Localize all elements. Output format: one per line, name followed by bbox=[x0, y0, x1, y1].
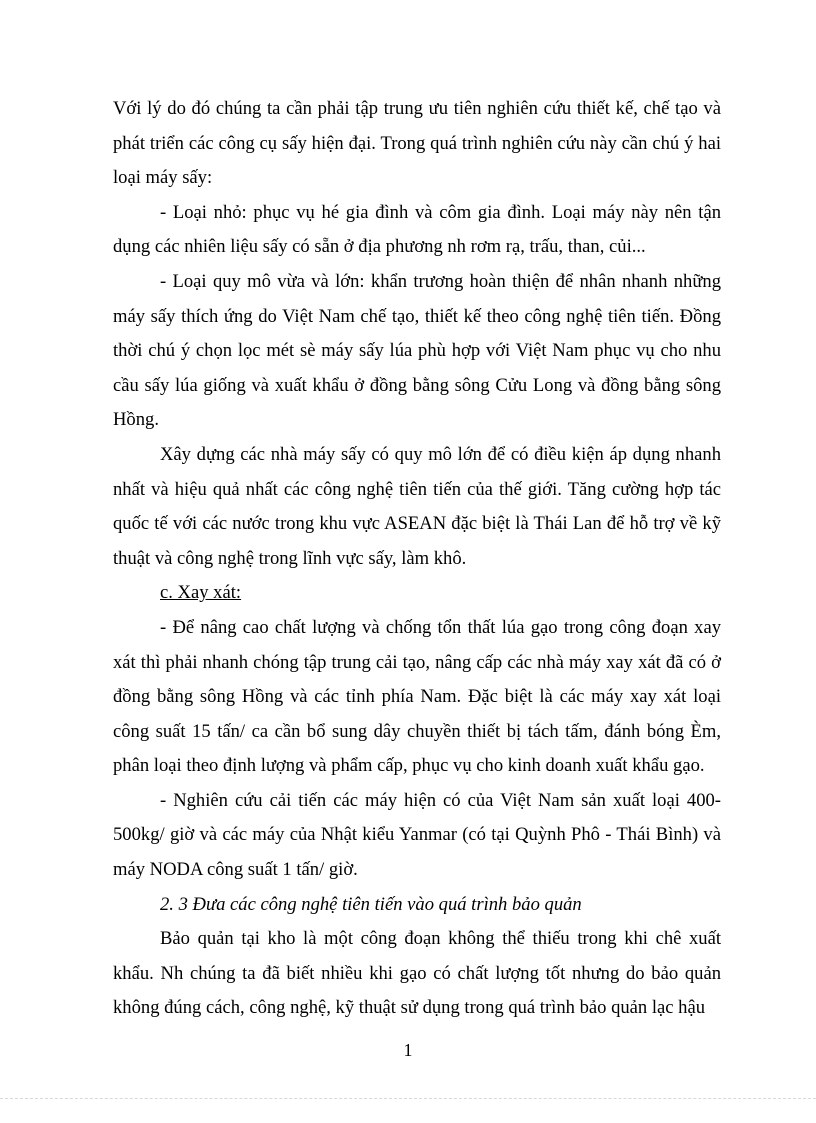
paragraph-milling-upgrade: - Để nâng cao chất lượng và chống tổn thất lúa gạo trong công đoạn xay xát thì phải nhanh chóng tập trung cải tạo, nâng cấp các nhà máy xay xát đã có ở đồng bằng sông Hồng và các tỉnh phía Nam. Đặc biệt là các máy xay xát loại công suất 15 tấn/ ca cần bổ sung dây chuyền thiết bị tách tấm, đánh bóng Èm, phân loại theo định lượng và phẩm cấp, phục vụ cho kinh doanh xuất khẩu gạo. bbox=[113, 616, 721, 777]
section-heading-preservation: 2. 3 Đưa các công nghệ tiên tiến vào quá trình bảo quản bbox=[160, 893, 582, 915]
paragraph-preservation: Bảo quản tại kho là một công đoạn không thể thiếu trong khi chê xuất khẩu. Nh chúng ta đã biết nhiều khi gạo có chất lượng tốt nhưng do bảo quản không đúng cách, công nghệ, kỹ thuật sử dụng trong quá trình bảo quản lạc hậu bbox=[113, 928, 721, 1019]
paragraph-drying-factories: Xây dựng các nhà máy sấy có quy mô lớn để có điều kiện áp dụng nhanh nhất và hiệu quả nhất các công nghệ tiên tiến của thế giới. Tăng cường hợp tác quốc tế với các nước trong khu vực ASEAN đặc biệt là Thái Lan để hỗ trợ về kỹ thuật và công nghệ trong lĩnh vực sấy, làm khô. bbox=[113, 443, 721, 569]
page-bottom-edge bbox=[0, 1098, 816, 1099]
document-body bbox=[113, 92, 721, 1026]
section-heading-milling bbox=[113, 576, 721, 611]
paragraph-milling-research: - Nghiên cứu cải tiến các máy hiện có của Việt Nam sản xuất loại 400-500kg/ giờ và các máy của Nhật kiểu Yanmar (có tại Quỳnh Phô - Thái Bình) và máy NODA công suất 1 tấn/ giờ. bbox=[113, 789, 721, 881]
page-number: 1 bbox=[403, 1040, 413, 1060]
paragraph-drying-intro: Với lý do đó chúng ta cần phải tập trung ưu tiên nghiên cứu thiết kế, chế tạo và phát triển các công cụ sấy hiện đại. Trong quá trình nghiên cứu này cần chú ý hai loại máy sấy: bbox=[113, 98, 721, 189]
milling-heading-text: c. Xay xát: bbox=[160, 582, 242, 604]
paragraph-medium-large-dryers: - Loại quy mô vừa và lớn: khẩn trương hoàn thiện để nhân nhanh những máy sấy thích ứng do Việt Nam chế tạo, thiết kế theo công nghệ tiên tiến. Đồng thời chú ý chọn lọc mét sè máy sấy lúa phù hợp với Việt Nam phục vụ cho nhu cầu sấy lúa giống và xuất khẩu ở đồng bằng sông Cửu Long và đồng bằng sông Hồng. bbox=[113, 270, 721, 431]
paragraph-small-dryers: - Loại nhỏ: phục vụ hé gia đình và côm gia đình. Loại máy này nên tận dụng các nhiên liệu sấy có sẵn ở địa phương nh rơm rạ, trấu, than, củi... bbox=[113, 201, 721, 258]
